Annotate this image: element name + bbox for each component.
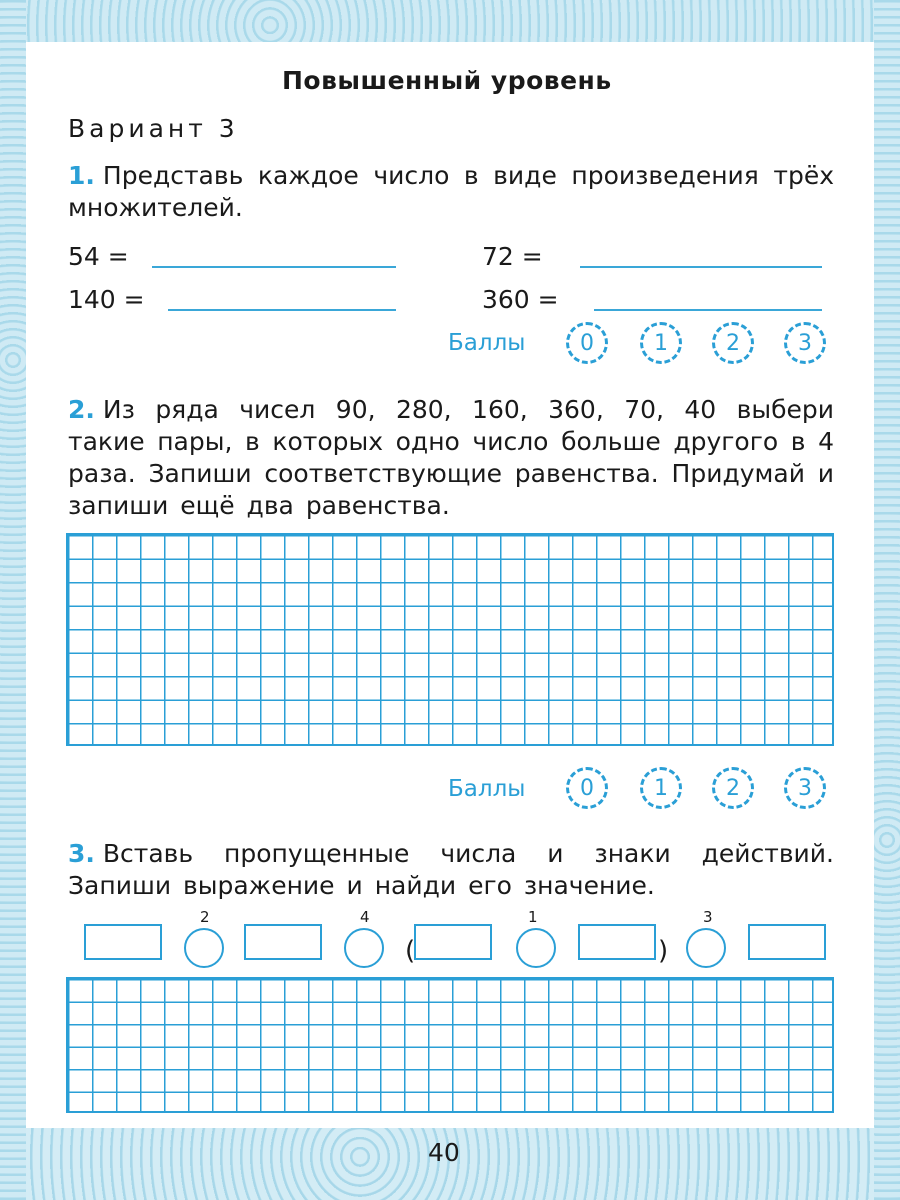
score-circle-1[interactable]: 1 [640, 322, 682, 364]
score-label-task2: Баллы [448, 776, 526, 802]
close-parenthesis: ) [658, 936, 669, 966]
equation-140: 140 = [68, 285, 145, 314]
answer-grid-task2[interactable] [66, 533, 834, 746]
score-circle-0[interactable]: 0 [566, 322, 608, 364]
operation-order-1: 2 [200, 908, 210, 926]
decorative-border-left [0, 0, 26, 1200]
score-circle-2[interactable]: 2 [712, 767, 754, 809]
task2-text: Из ряда чисел 90, 280, 160, 360, 70, 40 выбери такие пары, в которых одно число больше другого в 4 раза. Запиши соответствующие равенства. Придумай и запиши ещё два равенства. [68, 395, 834, 520]
score-circle-2[interactable]: 2 [712, 322, 754, 364]
task3-text: Вставь пропущенные числа и знаки действий. Запиши выражение и найди его значение. [68, 839, 834, 900]
task1-number: 1. [68, 161, 95, 190]
operation-order-2: 4 [360, 908, 370, 926]
task3-number: 3. [68, 839, 95, 868]
operation-circle-1[interactable] [184, 928, 224, 968]
equation-72: 72 = [482, 242, 543, 271]
equation-54: 54 = [68, 242, 129, 271]
page-title: Повышенный уровень [282, 66, 612, 95]
equation-360: 360 = [482, 285, 559, 314]
task3-statement [68, 838, 834, 902]
score-circle-3[interactable]: 3 [784, 322, 826, 364]
page-number: 40 [428, 1138, 460, 1167]
task1-text: Представь каждое число в виде произведения трёх множителей. [68, 161, 834, 222]
operation-order-3: 1 [528, 908, 538, 926]
open-parenthesis: ( [405, 936, 416, 966]
score-label-task1: Баллы [448, 330, 526, 356]
answer-line-140[interactable] [168, 309, 396, 311]
operation-circle-2[interactable] [344, 928, 384, 968]
operation-circle-4[interactable] [686, 928, 726, 968]
number-box-2[interactable] [244, 924, 322, 960]
operation-order-4: 3 [703, 908, 713, 926]
variant-label: Вариант 3 [68, 114, 239, 143]
task2-number: 2. [68, 395, 95, 424]
score-circle-3[interactable]: 3 [784, 767, 826, 809]
number-box-5[interactable] [748, 924, 826, 960]
operation-circle-3[interactable] [516, 928, 556, 968]
decorative-border-right [874, 0, 900, 1200]
score-circle-0[interactable]: 0 [566, 767, 608, 809]
score-circle-1[interactable]: 1 [640, 767, 682, 809]
task2-statement [68, 394, 834, 522]
answer-grid-task3[interactable] [66, 977, 834, 1113]
number-box-4[interactable] [578, 924, 656, 960]
answer-line-360[interactable] [594, 309, 822, 311]
number-box-1[interactable] [84, 924, 162, 960]
number-box-3[interactable] [414, 924, 492, 960]
answer-line-72[interactable] [580, 266, 822, 268]
decorative-border-top [0, 0, 900, 42]
task1-statement [68, 160, 834, 224]
answer-line-54[interactable] [152, 266, 396, 268]
